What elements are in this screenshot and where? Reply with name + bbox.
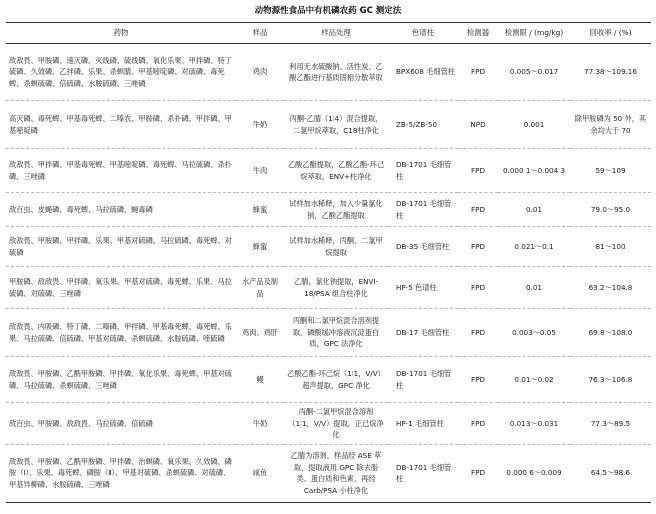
cell-sample: 鸡肉、鸡肝 — [236, 309, 284, 357]
header-pesticides: 药物 — [6, 23, 236, 44]
cell-column: DB-1701 毛细管柱 — [388, 357, 458, 403]
cell-limit: 0.000 1～0.004 3 — [498, 149, 570, 193]
cell-sample: 水产品及制品 — [236, 267, 284, 309]
table-row — [6, 357, 651, 403]
cell-pesticides: 敌敌畏、甲拌磷、甲基毒死蜱、甲基嘧啶磷、毒死蜱、马拉硫磷、杀扑磷、三唑磷 — [6, 149, 236, 193]
cell-processing: 丙酮和二氯甲烷混合溶剂提取，磷酸缓冲溶液沉淀蛋白质，GPC 法净化 — [284, 309, 388, 357]
cell-limit: 0.000 6～0.009 — [498, 444, 570, 502]
cell-processing: 试样加水稀释，加入少量氯化钠，乙酸乙酯提取 — [284, 193, 388, 227]
cell-sample: 咸鱼 — [236, 444, 284, 502]
cell-detector: NPD — [458, 101, 498, 149]
cell-sample: 牛奶 — [236, 101, 284, 149]
header-limit: 检测限 / (mg/kg) — [498, 23, 570, 44]
cell-column: ZB-5/ZB-50 — [388, 101, 458, 149]
cell-limit: 0.021～0.1 — [498, 227, 570, 267]
cell-sample: 蜂蜜 — [236, 193, 284, 227]
cell-sample: 鸡肉 — [236, 44, 284, 101]
cell-recovery: 79.0～95.0 — [570, 193, 651, 227]
cell-pesticides: 敌敌畏、甲胺磷、乙酰甲胺磷、甲拌磷、治螟磷、氧乐果、久效磷、磷胺（Ⅰ）、乐果、毒死蜱、磷胺（Ⅱ）、甲基对硫磷、杀螟硫磷、对硫磷、甲基异柳磷、水胺硫磷、三唑磷 — [6, 444, 236, 502]
cell-limit: 0.013～0.031 — [498, 403, 570, 445]
table-row — [6, 444, 651, 502]
table-title: 动物源性食品中有机磷农药 GC 测定法 — [254, 6, 402, 16]
table-row — [6, 309, 651, 357]
cell-column: HP-5 色谱柱 — [388, 267, 458, 309]
pesticide-table — [6, 22, 651, 503]
cell-limit: 0.005～0.017 — [498, 44, 570, 101]
cell-recovery: 59～109 — [570, 149, 651, 193]
cell-pesticides: 高灭磷、毒死蜱、甲基毒死蜱、二嗪农、甲胺磷、杀扑磷、甲拌磷、甲基嘧啶磷 — [6, 101, 236, 149]
cell-column: DB-1701 毛细管柱 — [388, 444, 458, 502]
header-recovery: 回收率 / (%) — [570, 23, 651, 44]
cell-detector: FPD — [458, 267, 498, 309]
cell-limit: 0.01～0.02 — [498, 357, 570, 403]
cell-processing: 丙酮-二氯甲烷混合溶剂（1∶1，V/V）提取，正己烷净化 — [284, 403, 388, 445]
cell-detector: FPD — [458, 403, 498, 445]
cell-column: DB-35 毛细管柱 — [388, 227, 458, 267]
cell-detector: FPD — [458, 149, 498, 193]
table-row — [6, 193, 651, 227]
cell-processing: 乙酸乙酯-环己烷（1∶1，V/V）超声提取，GPC 净化 — [284, 357, 388, 403]
cell-pesticides: 敌百虫、皮蝇磷、毒死蜱、马拉硫磷、蝇毒磷 — [6, 193, 236, 227]
table-row — [6, 267, 651, 309]
cell-sample: 牛肉 — [236, 149, 284, 193]
header-processing: 样品处理 — [284, 23, 388, 44]
cell-limit: 0.001 — [498, 101, 570, 149]
header-detector: 检测器 — [458, 23, 498, 44]
cell-recovery: 64.5～98.6 — [570, 444, 651, 502]
cell-detector: FPD — [458, 44, 498, 101]
header-row — [6, 23, 651, 44]
cell-pesticides: 甲胺磷、敌敌畏、甲拌磷、氧乐果、甲基对硫磷、毒死蜱、乐果、马拉硫磷、对硫磷、三唑磷 — [6, 267, 236, 309]
cell-column: DB-1701 毛细管柱 — [388, 149, 458, 193]
cell-detector: FPD — [458, 227, 498, 267]
cell-limit: 0.01 — [498, 267, 570, 309]
cell-pesticides: 敌敌畏、甲胺磷、甲拌磷、乐果、甲基对硫磷、马拉硫磷、毒死蜱、对硫磷 — [6, 227, 236, 267]
cell-detector: FPD — [458, 444, 498, 502]
cell-column: DB-1701 毛细管柱 — [388, 193, 458, 227]
cell-detector: FPD — [458, 357, 498, 403]
header-sample: 样品 — [236, 23, 284, 44]
table-row — [6, 149, 651, 193]
cell-pesticides: 敌百虫、甲胺磷、敌敌畏、马拉硫磷、倍硫磷 — [6, 403, 236, 445]
cell-recovery: 63.2～104.8 — [570, 267, 651, 309]
cell-processing: 乙腈、氯化钠提取，ENVI-18/PSA 组合柱净化 — [284, 267, 388, 309]
cell-sample: 牛奶 — [236, 403, 284, 445]
cell-pesticides: 敌敌畏、甲胺磷、速灭磷、灭线磷、硫线磷、氧化乐果、甲拌磷、特丁硫磷、久效磷、乙拌磷、乐果、杀螟腈、甲基嘧啶磷、对硫磷、毒死蜱、杀螟硫磷、倍硫磷、水胺硫磷、三唑磷 — [6, 44, 236, 101]
cell-processing: 试样加水稀释，丙酮、二氯甲烷提取 — [284, 227, 388, 267]
table-row — [6, 403, 651, 445]
cell-recovery: 77.3～89.5 — [570, 403, 651, 445]
cell-column: BPX608 毛细管柱 — [388, 44, 458, 101]
cell-recovery: 81～100 — [570, 227, 651, 267]
cell-recovery: 77.38～109.16 — [570, 44, 651, 101]
table-row — [6, 44, 651, 101]
cell-pesticides: 敌敌畏、甲胺磷、乙酰甲胺磷、甲拌磷、氧化乐果、毒死蜱、甲基对硫磷、马拉硫磷、杀螟硫磷、三唑磷 — [6, 357, 236, 403]
cell-column: HP-1 毛细管柱 — [388, 403, 458, 445]
cell-sample: 鳗 — [236, 357, 284, 403]
cell-processing: 乙酸乙酯提取，乙酸乙酯-环己烷萃取，ENV+柱净化 — [284, 149, 388, 193]
cell-pesticides: 敌敌畏、内吸磷、特丁磷、二嗪磷、甲拌磷、甲基毒死蜱、毒死蜱、乐果、马拉硫磷、倍硫磷、甲基对硫磷、杀螟硫磷、水胺硫磷、喹硫磷 — [6, 309, 236, 357]
header-column: 色谱柱 — [388, 23, 458, 44]
cell-processing: 利用无水硫酸钠、活性炭、乙酸乙酯进行基质固相分散萃取 — [284, 44, 388, 101]
cell-processing: 丙酮-乙腈（1∶4）混合提取，二氯甲烷萃取，C18柱净化 — [284, 101, 388, 149]
cell-column: DB-17 毛细管柱 — [388, 309, 458, 357]
cell-detector: FPD — [458, 193, 498, 227]
cell-recovery: 除甲胺磷为 50 外，其余均大于 70 — [570, 101, 651, 149]
cell-recovery: 76.3～106.8 — [570, 357, 651, 403]
table-row — [6, 101, 651, 149]
cell-recovery: 69.8～108.0 — [570, 309, 651, 357]
cell-processing: 乙腈为溶剂，样品经 ASE 萃取，提取液用 GPC 除去脂类、蛋白质和色素，再经 Carb/PSA 小柱净化 — [284, 444, 388, 502]
cell-detector: FPD — [458, 309, 498, 357]
cell-limit: 0.01 — [498, 193, 570, 227]
table-row — [6, 227, 651, 267]
cell-limit: 0.003～0.05 — [498, 309, 570, 357]
cell-sample: 蜂蜜 — [236, 227, 284, 267]
